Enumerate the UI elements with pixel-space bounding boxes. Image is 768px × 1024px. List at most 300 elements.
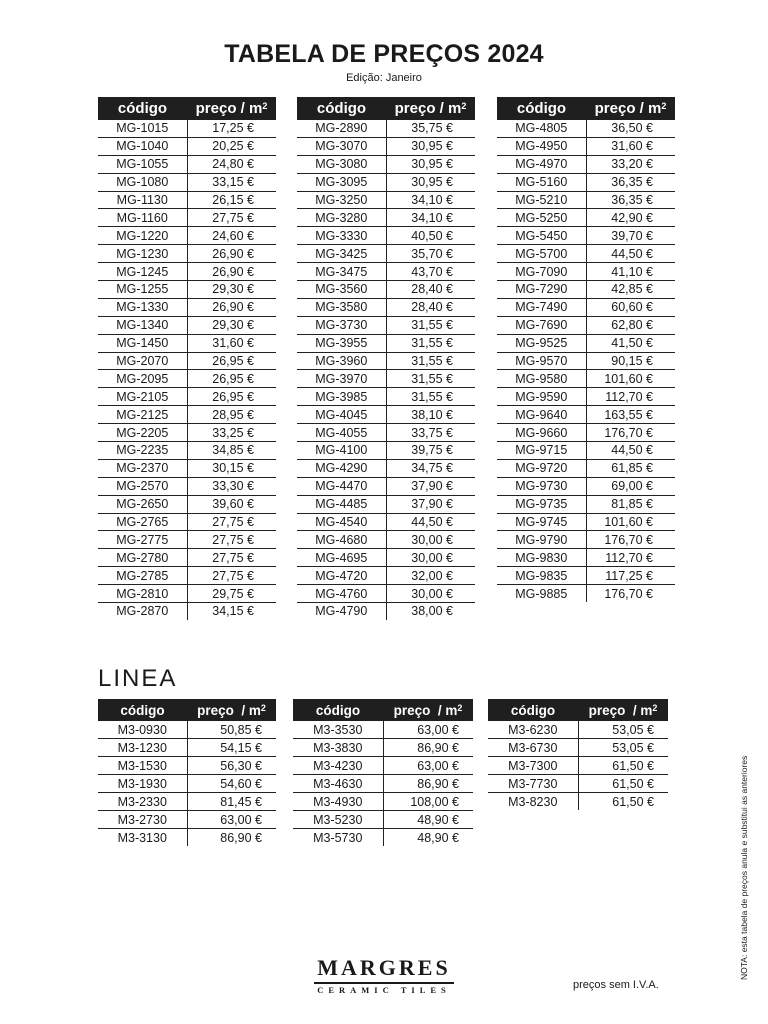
code-cell: MG-9790 [497, 531, 586, 549]
table-row [98, 334, 276, 352]
code-cell: MG-2810 [98, 585, 187, 603]
price-cell: 30,00 € [386, 531, 475, 549]
table-row [497, 191, 675, 209]
price-cell: 40,50 € [386, 227, 475, 245]
price-cell: 35,75 € [386, 120, 475, 137]
table-row [293, 775, 473, 793]
price-cell: 53,05 € [578, 721, 668, 739]
code-cell: MG-1340 [98, 316, 187, 334]
table-row [98, 298, 276, 316]
price-cell: 34,15 € [212, 604, 254, 619]
table-row [297, 191, 475, 209]
code-cell: MG-2105 [98, 388, 187, 406]
table-row [297, 459, 475, 477]
code-cell: M3-5730 [293, 829, 383, 847]
table-row [98, 775, 276, 793]
table-row [297, 549, 475, 567]
price-cell: 90,15 € [586, 352, 675, 370]
edition-label: Edição: Janeiro [346, 72, 422, 84]
table-row [293, 793, 473, 811]
header-price-label: preço / m [197, 702, 261, 718]
price-cell: 54,15 € [187, 739, 276, 757]
price-cell: 27,75 € [187, 549, 276, 567]
price-cell: 27,75 € [187, 209, 276, 227]
code-cell: MG-4045 [297, 406, 386, 424]
price-table-3 [497, 97, 675, 602]
code-cell: M3-7300 [488, 757, 578, 775]
price-cell: 63,00 € [383, 721, 473, 739]
price-cell: 30,00 € [386, 585, 475, 603]
code-cell: MG-2070 [98, 352, 187, 370]
price-cell: 53,05 € [578, 739, 668, 757]
code-cell: MG-1080 [98, 173, 187, 191]
table-row [293, 721, 473, 739]
code-cell: MG-1130 [98, 191, 187, 209]
table-row [98, 155, 276, 173]
price-cell: 31,55 € [386, 316, 475, 334]
table-row [497, 370, 675, 388]
code-cell: MG-9570 [497, 352, 586, 370]
code-cell: M3-1930 [98, 775, 187, 793]
table-row [98, 829, 276, 847]
code-cell: MG-9885 [497, 585, 586, 602]
price-cell: 33,25 € [187, 424, 276, 442]
price-cell: 34,10 € [386, 209, 475, 227]
price-cell: 26,90 € [187, 263, 276, 281]
brand-tagline: CERAMIC TILES [317, 984, 451, 995]
price-cell: 33,15 € [187, 173, 276, 191]
code-cell: MG-4760 [297, 585, 386, 603]
price-cell: 33,20 € [586, 155, 675, 173]
linea-table-2 [293, 699, 473, 846]
table-row [297, 442, 475, 460]
code-cell: MG-2870 [98, 603, 187, 620]
header-price-label: preço / m [588, 702, 653, 718]
table-row [497, 263, 675, 281]
code-cell: M3-6730 [488, 739, 578, 757]
table-row [98, 513, 276, 531]
table-row [98, 793, 276, 811]
code-cell: MG-3985 [297, 388, 386, 406]
code-cell: M3-1530 [98, 757, 187, 775]
code-cell: MG-9835 [497, 567, 586, 585]
price-cell: 17,25 € [187, 120, 276, 137]
table-row [497, 120, 675, 137]
price-cell: 42,85 € [586, 281, 675, 299]
price-cell: 41,50 € [586, 334, 675, 352]
code-cell: MG-9735 [497, 495, 586, 513]
table-row [497, 352, 675, 370]
code-cell: MG-4485 [297, 495, 386, 513]
table-row [297, 263, 475, 281]
price-cell: 31,55 € [386, 388, 475, 406]
table-row [98, 739, 276, 757]
table-row [497, 173, 675, 191]
price-cell: 86,90 € [220, 830, 262, 845]
code-cell: MG-4290 [297, 459, 386, 477]
header-price [383, 699, 473, 721]
table-row [98, 370, 276, 388]
table-row [297, 424, 475, 442]
table-row [98, 531, 276, 549]
table-row [488, 721, 668, 739]
price-cell: 36,35 € [586, 191, 675, 209]
price-cell: 117,25 € [586, 567, 675, 585]
table-row [497, 477, 675, 495]
table-row [293, 757, 473, 775]
price-cell: 26,95 € [187, 388, 276, 406]
price-cell: 61,50 € [578, 775, 668, 793]
table-row [297, 352, 475, 370]
table-row [488, 739, 668, 757]
price-cell: 39,70 € [586, 227, 675, 245]
code-cell: MG-9660 [497, 424, 586, 442]
table-row [297, 281, 475, 299]
code-cell: MG-4720 [297, 567, 386, 585]
header-price-exponent: 2 [262, 101, 268, 111]
header-price-exponent: 2 [661, 101, 667, 111]
table-row [98, 477, 276, 495]
code-cell: M3-3530 [293, 721, 383, 739]
price-cell: 81,85 € [586, 495, 675, 513]
code-cell: MG-4470 [297, 477, 386, 495]
code-cell: MG-7290 [497, 281, 586, 299]
table-row [98, 263, 276, 281]
price-cell: 61,50 € [578, 757, 668, 775]
table-row [297, 316, 475, 334]
table-row [297, 334, 475, 352]
price-cell: 54,60 € [187, 775, 276, 793]
vertical-note: NOTA: esta tabela de preços anula e substitui as anteriores [739, 755, 749, 980]
header-code: código [98, 699, 187, 721]
code-cell: MG-1255 [98, 281, 187, 299]
header-price [578, 699, 668, 721]
code-cell: MG-5250 [497, 209, 586, 227]
price-cell: 44,50 € [386, 513, 475, 531]
table-row [98, 721, 276, 739]
header-price-exponent: 2 [260, 702, 266, 713]
code-cell: MG-4805 [497, 120, 586, 137]
code-cell: MG-5700 [497, 245, 586, 263]
code-cell: M3-3130 [98, 829, 187, 847]
code-cell: MG-1450 [98, 334, 187, 352]
price-cell: 27,75 € [187, 531, 276, 549]
code-cell: MG-1220 [98, 227, 187, 245]
code-cell: MG-2570 [98, 477, 187, 495]
header-price [187, 699, 276, 721]
table-row [98, 281, 276, 299]
code-cell: MG-5450 [497, 227, 586, 245]
price-cell: 28,40 € [386, 298, 475, 316]
code-cell: MG-7490 [497, 298, 586, 316]
price-cell: 35,70 € [386, 245, 475, 263]
table-row [497, 209, 675, 227]
price-cell: 44,50 € [586, 245, 675, 263]
code-cell: MG-7090 [497, 263, 586, 281]
table-row [98, 120, 276, 137]
table-row [98, 459, 276, 477]
code-cell: MG-9640 [497, 406, 586, 424]
price-cell: 31,55 € [386, 352, 475, 370]
price-cell: 63,00 € [187, 811, 276, 829]
price-cell: 28,95 € [187, 406, 276, 424]
table-row [297, 388, 475, 406]
price-cell: 61,50 € [612, 794, 654, 809]
code-cell: MG-3330 [297, 227, 386, 245]
table-row [497, 281, 675, 299]
price-cell: 48,90 € [383, 811, 473, 829]
price-cell: 112,70 € [586, 388, 675, 406]
price-cell: 86,90 € [383, 739, 473, 757]
code-cell: MG-2650 [98, 495, 187, 513]
code-cell: M3-5230 [293, 811, 383, 829]
code-cell: M3-2730 [98, 811, 187, 829]
price-cell: 86,90 € [383, 775, 473, 793]
table-row [297, 227, 475, 245]
table-row [488, 793, 668, 811]
price-cell: 30,95 € [386, 173, 475, 191]
price-cell: 69,00 € [586, 477, 675, 495]
price-cell: 81,45 € [187, 793, 276, 811]
table-row [297, 513, 475, 531]
price-cell: 27,75 € [187, 567, 276, 585]
price-cell: 38,10 € [386, 406, 475, 424]
table-row [98, 227, 276, 245]
price-cell: 62,80 € [586, 316, 675, 334]
price-cell: 29,30 € [187, 281, 276, 299]
table-row [497, 585, 675, 602]
price-cell: 50,85 € [187, 721, 276, 739]
table-row [98, 549, 276, 567]
code-cell: M3-7730 [488, 775, 578, 793]
table-row [297, 137, 475, 155]
table-row [297, 209, 475, 227]
header-code: código [488, 699, 578, 721]
header-price-label: preço / m [394, 100, 462, 117]
price-cell: 34,75 € [386, 459, 475, 477]
code-cell: MG-1040 [98, 137, 187, 155]
table-row [497, 316, 675, 334]
code-cell: MG-3070 [297, 137, 386, 155]
table-row [297, 245, 475, 263]
table-row [497, 531, 675, 549]
header-price-exponent: 2 [457, 702, 463, 713]
price-cell: 26,15 € [187, 191, 276, 209]
table-row [98, 567, 276, 585]
price-cell: 34,10 € [386, 191, 475, 209]
header-price [386, 97, 475, 120]
table-row [98, 352, 276, 370]
code-cell: M3-0930 [98, 721, 187, 739]
table-row [98, 757, 276, 775]
table-row [497, 513, 675, 531]
code-cell: MG-3280 [297, 209, 386, 227]
price-cell: 176,70 € [586, 424, 675, 442]
code-cell: MG-3095 [297, 173, 386, 191]
price-cell: 39,60 € [187, 495, 276, 513]
price-cell: 31,55 € [386, 334, 475, 352]
price-cell: 41,10 € [586, 263, 675, 281]
table-row [297, 155, 475, 173]
code-cell: MG-9525 [497, 334, 586, 352]
code-cell: MG-4695 [297, 549, 386, 567]
code-cell: MG-3475 [297, 263, 386, 281]
code-cell: MG-2890 [297, 120, 386, 137]
table-row [497, 155, 675, 173]
code-cell: M3-4930 [293, 793, 383, 811]
code-cell: M3-3830 [293, 739, 383, 757]
table-row [497, 227, 675, 245]
price-cell: 26,95 € [187, 352, 276, 370]
price-cell: 28,40 € [386, 281, 475, 299]
header-price [187, 97, 276, 120]
table-row [497, 137, 675, 155]
table-row [497, 442, 675, 460]
header-code: código [297, 97, 386, 120]
price-cell: 26,90 € [187, 298, 276, 316]
table-row [293, 811, 473, 829]
price-cell: 26,90 € [187, 245, 276, 263]
table-row [497, 459, 675, 477]
code-cell: MG-2235 [98, 442, 187, 460]
table-row [98, 495, 276, 513]
code-cell: MG-9715 [497, 442, 586, 460]
price-cell: 42,90 € [586, 209, 675, 227]
table-row [497, 334, 675, 352]
table-row [497, 245, 675, 263]
price-cell: 38,00 € [411, 604, 453, 619]
code-cell: MG-3580 [297, 298, 386, 316]
table-row [497, 567, 675, 585]
table-row [98, 173, 276, 191]
code-cell: MG-4055 [297, 424, 386, 442]
price-cell: 36,35 € [586, 173, 675, 191]
price-table-2 [297, 97, 475, 620]
price-cell: 30,95 € [386, 155, 475, 173]
code-cell: MG-9580 [497, 370, 586, 388]
price-cell: 20,25 € [187, 137, 276, 155]
code-cell: MG-4970 [497, 155, 586, 173]
price-cell: 101,60 € [586, 513, 675, 531]
table-row [98, 603, 276, 620]
price-cell: 176,70 € [586, 531, 675, 549]
price-cell: 37,90 € [386, 495, 475, 513]
code-cell: MG-3960 [297, 352, 386, 370]
brand-name: MARGRES [317, 955, 451, 980]
header-code: código [497, 97, 586, 120]
code-cell: M3-4630 [293, 775, 383, 793]
code-cell: MG-3560 [297, 281, 386, 299]
price-cell: 31,60 € [586, 137, 675, 155]
table-row [497, 298, 675, 316]
linea-table-3 [488, 699, 668, 810]
header-price-label: preço / m [594, 100, 662, 117]
code-cell: MG-4790 [297, 603, 386, 620]
code-cell: MG-4100 [297, 442, 386, 460]
code-cell: MG-4540 [297, 513, 386, 531]
table-row [297, 477, 475, 495]
code-cell: M3-2330 [98, 793, 187, 811]
price-table-1 [98, 97, 276, 620]
table-row [497, 549, 675, 567]
price-cell: 61,85 € [586, 459, 675, 477]
table-row [98, 191, 276, 209]
price-cell: 29,30 € [187, 316, 276, 334]
code-cell: MG-1015 [98, 120, 187, 137]
code-cell: M3-1230 [98, 739, 187, 757]
code-cell: MG-2205 [98, 424, 187, 442]
code-cell: MG-9720 [497, 459, 586, 477]
code-cell: MG-9745 [497, 513, 586, 531]
price-cell: 34,85 € [187, 442, 276, 460]
code-cell: MG-9730 [497, 477, 586, 495]
price-cell: 31,60 € [187, 334, 276, 352]
price-cell: 33,30 € [187, 477, 276, 495]
price-cell: 39,75 € [386, 442, 475, 460]
table-row [98, 137, 276, 155]
price-cell: 176,70 € [604, 586, 653, 601]
code-cell: M3-8230 [488, 793, 578, 811]
code-cell: MG-3730 [297, 316, 386, 334]
code-cell: M3-6230 [488, 721, 578, 739]
price-cell: 27,75 € [187, 513, 276, 531]
price-cell: 26,95 € [187, 370, 276, 388]
table-row [297, 406, 475, 424]
code-cell: MG-2765 [98, 513, 187, 531]
linea-logo: LINEA [98, 665, 178, 692]
price-cell: 32,00 € [386, 567, 475, 585]
price-cell: 31,55 € [386, 370, 475, 388]
table-row [98, 316, 276, 334]
logo-divider [314, 982, 454, 984]
table-row [293, 739, 473, 757]
table-row [297, 495, 475, 513]
code-cell: MG-9830 [497, 549, 586, 567]
header-price-label: preço / m [195, 100, 263, 117]
table-row [297, 567, 475, 585]
table-row [497, 406, 675, 424]
table-row [297, 585, 475, 603]
table-row [297, 531, 475, 549]
table-row [98, 406, 276, 424]
header-price-exponent: 2 [652, 702, 658, 713]
table-row [297, 603, 475, 620]
table-row [497, 495, 675, 513]
code-cell: M3-4230 [293, 757, 383, 775]
code-cell: MG-9590 [497, 388, 586, 406]
price-cell: 56,30 € [187, 757, 276, 775]
price-cell: 108,00 € [383, 793, 473, 811]
table-row [488, 757, 668, 775]
code-cell: MG-3250 [297, 191, 386, 209]
price-cell: 112,70 € [586, 549, 675, 567]
header-price-exponent: 2 [461, 101, 467, 111]
price-cell: 101,60 € [586, 370, 675, 388]
price-cell: 24,80 € [187, 155, 276, 173]
code-cell: MG-2780 [98, 549, 187, 567]
price-cell: 29,75 € [187, 585, 276, 603]
header-price [586, 97, 675, 120]
code-cell: MG-5160 [497, 173, 586, 191]
code-cell: MG-3425 [297, 245, 386, 263]
linea-table-1 [98, 699, 276, 846]
price-cell: 30,15 € [187, 459, 276, 477]
page-title: TABELA DE PREÇOS 2024 [224, 40, 544, 68]
code-cell: MG-2095 [98, 370, 187, 388]
table-row [488, 775, 668, 793]
price-cell: 30,95 € [386, 137, 475, 155]
price-cell: 36,50 € [586, 120, 675, 137]
